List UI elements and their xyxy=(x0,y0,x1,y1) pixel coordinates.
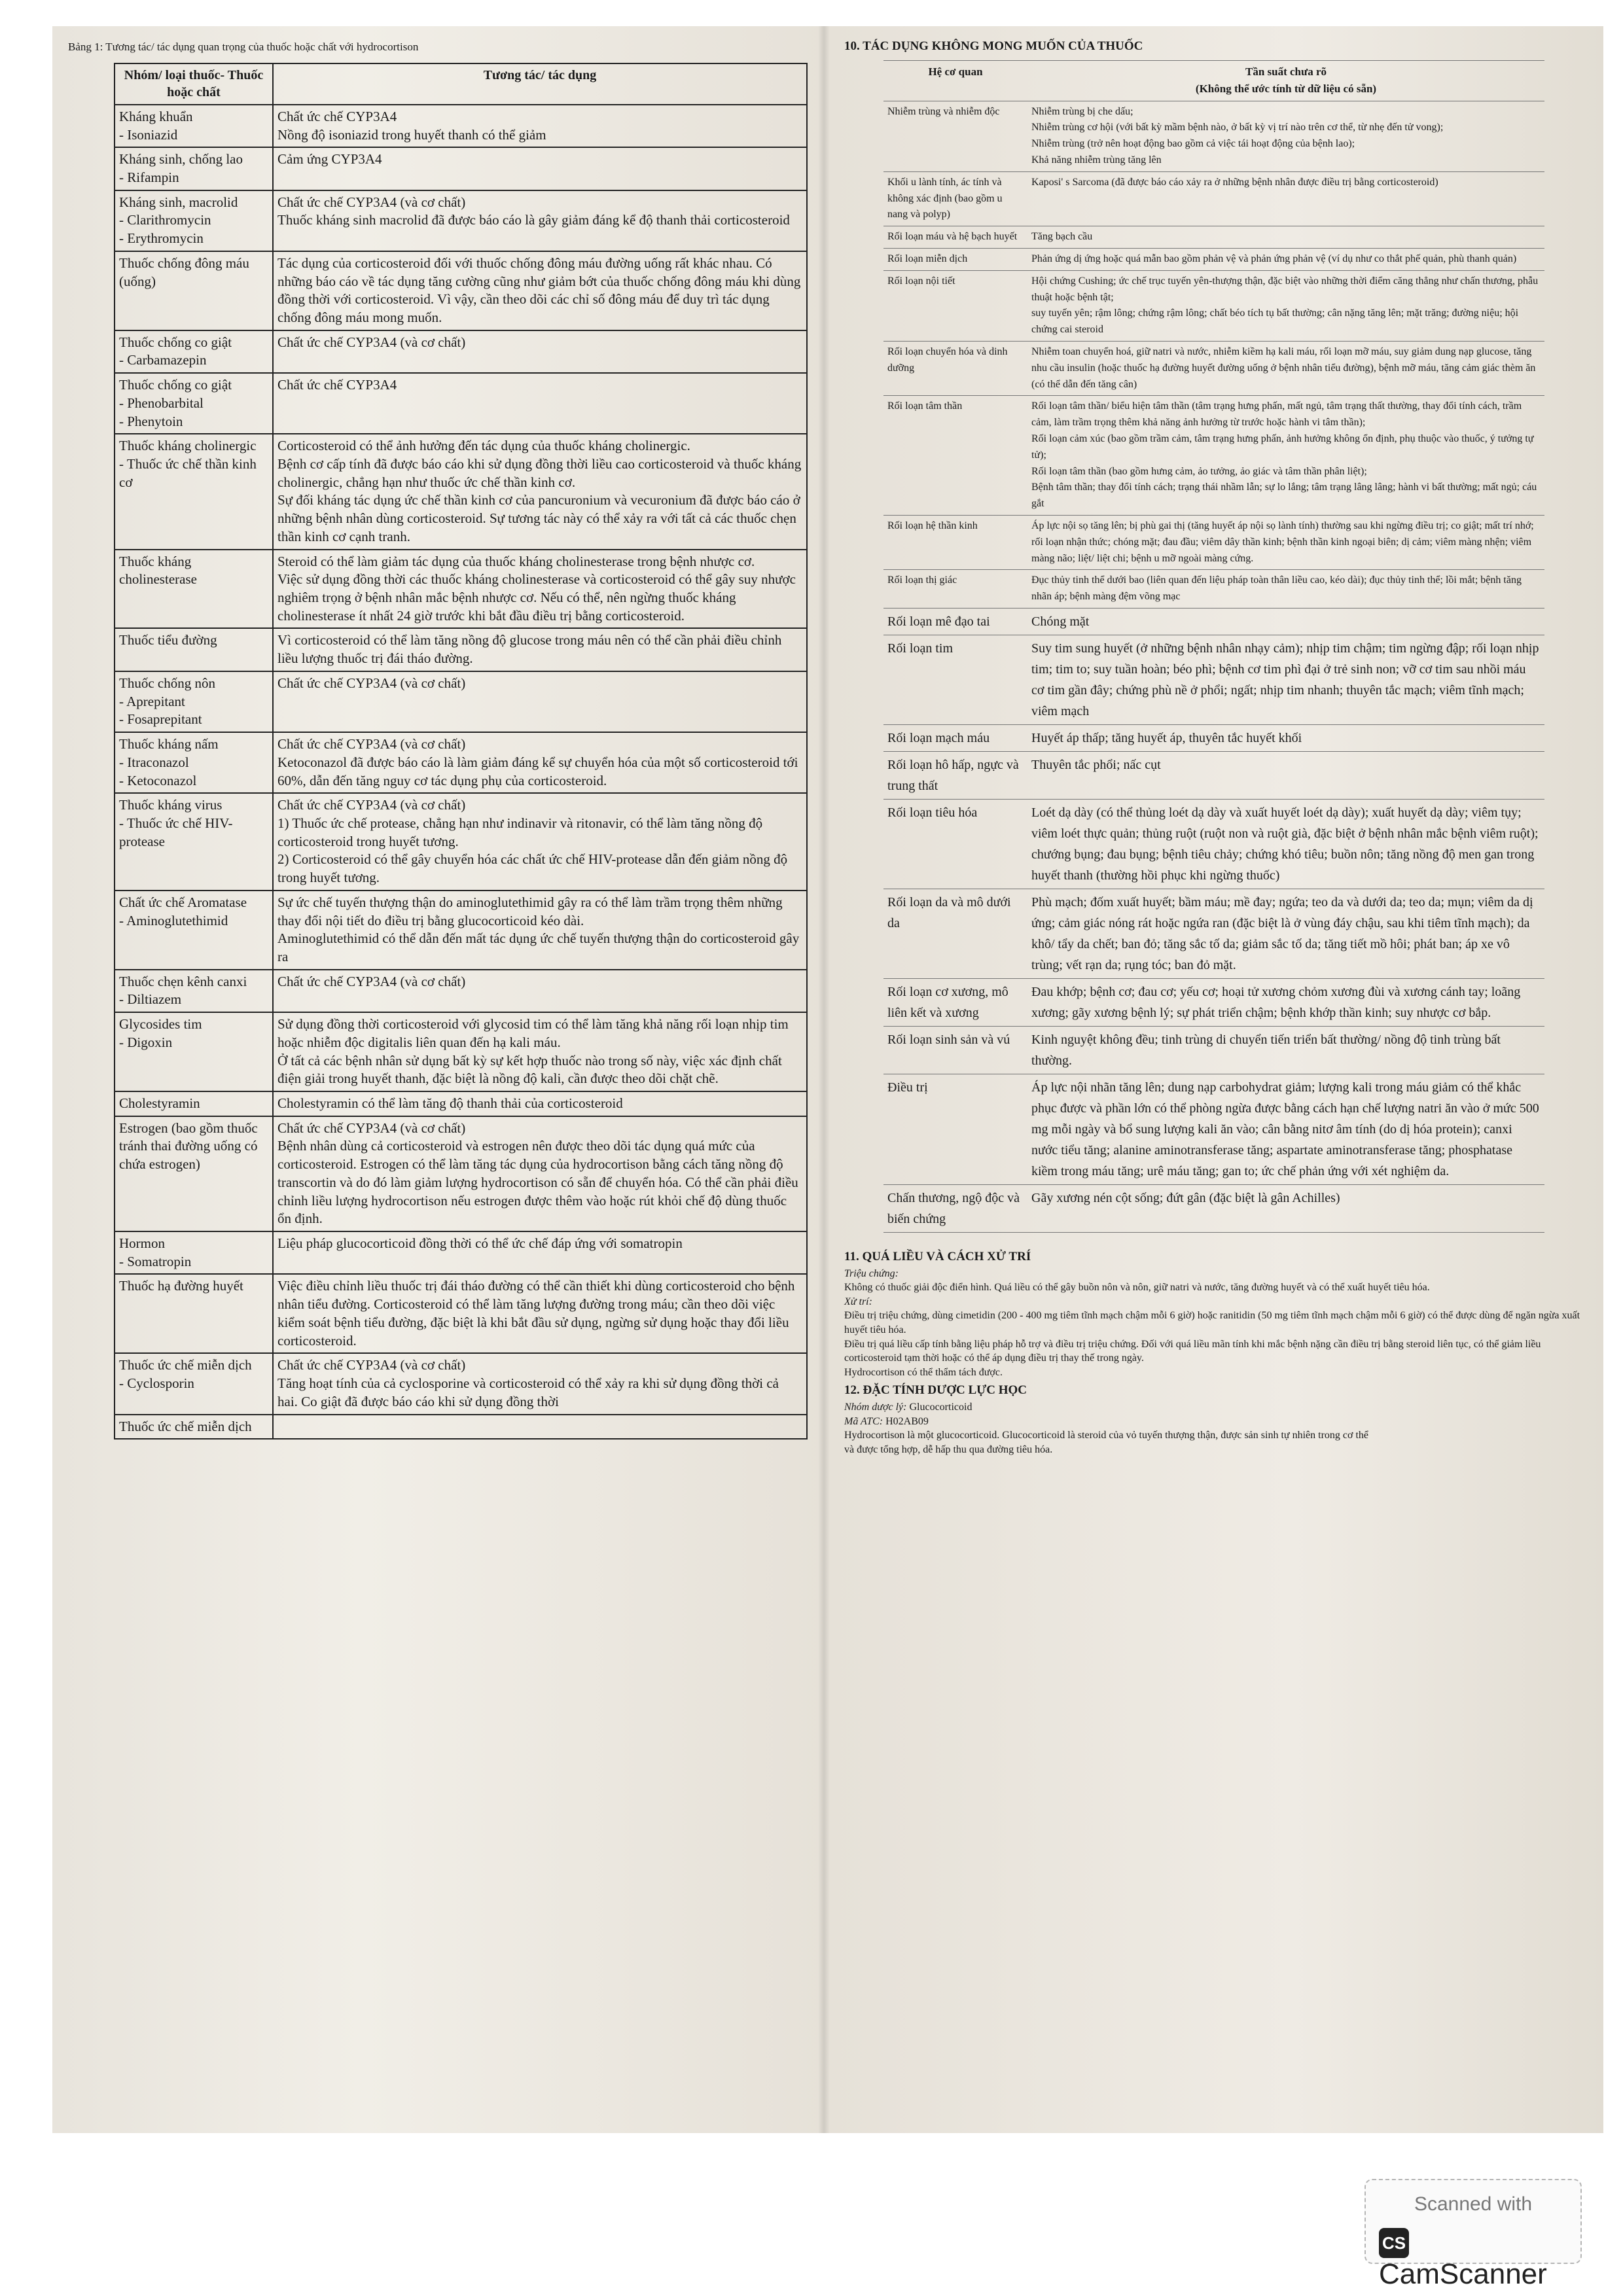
interaction-cell xyxy=(273,330,807,373)
adverse-effect-text: Chóng mặt xyxy=(1031,614,1090,629)
adverse-effect-cell xyxy=(1027,635,1544,725)
interaction-text: Bệnh nhân dùng cả corticosteroid và estrogen nên được theo dõi tác dụng quá mức của corticosteroid. Estrogen có thể làm tăng tác dụng của hydrocortison bằng cách tăng nồng độ transcortin và do đó làm giảm lượng hydrocortison có sẵn để chuyển hóa. Có thể cần phải điều chỉnh liều lượng hydrocortison nếu estrogen được thêm vào hoặc rút khỏi chế độ dùng thuốc ổn định. xyxy=(277,1138,798,1227)
organ-system-cell: Rối loạn miễn dịch xyxy=(883,249,1027,271)
drug-group-cell xyxy=(115,1353,273,1414)
paper-fold xyxy=(818,26,830,2133)
drug-name: - Thuốc ức chế thần kinh cơ xyxy=(119,456,257,490)
table-row xyxy=(115,891,807,970)
interaction-cell xyxy=(273,1091,807,1116)
drug-name: Thuốc ức chế miễn dịch xyxy=(119,1418,252,1434)
header-frequency-note: (Không thể ước tính từ dữ liệu có sẵn) xyxy=(1195,82,1377,96)
drug-name: Thuốc tiểu đường xyxy=(119,632,217,648)
table-row xyxy=(115,147,807,190)
table-row xyxy=(115,330,807,373)
drug-name: - Phenytoin xyxy=(119,413,183,429)
interaction-cell xyxy=(273,1012,807,1091)
interaction-text: Corticosteroid có thể ảnh hưởng đến tác dụng của thuốc kháng cholinergic. xyxy=(277,438,690,454)
table-row xyxy=(115,671,807,732)
overdose-section xyxy=(844,1248,1590,1457)
table-caption: Bảng 1: Tương tác/ tác dụng quan trọng của thuốc hoặc chất với hydrocortison xyxy=(68,41,419,53)
drug-name: Glycosides tim xyxy=(119,1016,202,1033)
drug-group-cell xyxy=(115,793,273,891)
adverse-effect-cell xyxy=(1027,270,1544,341)
interaction-cell xyxy=(273,373,807,434)
interaction-cell xyxy=(273,1415,807,1439)
interaction-cell xyxy=(273,1116,807,1231)
adverse-effect-cell xyxy=(1027,889,1544,979)
interaction-text: Steroid có thể làm giảm tác dụng của thuốc kháng cholinesterase trong bệnh nhược cơ. xyxy=(277,553,755,569)
interaction-cell xyxy=(273,105,807,147)
adverse-effect-cell xyxy=(1027,609,1544,635)
adverse-effect-cell xyxy=(1027,171,1544,226)
drug-name: - Thuốc ức chế HIV-protease xyxy=(119,815,233,849)
drug-group-cell xyxy=(115,671,273,732)
atc-value: H02AB09 xyxy=(885,1415,929,1427)
organ-system-cell: Rối loạn máu và hệ bạch huyết xyxy=(883,226,1027,249)
pharm-group-label: Nhóm dược lý: xyxy=(844,1402,907,1413)
drug-name: Kháng khuẩn xyxy=(119,108,193,124)
drug-group-cell xyxy=(115,1116,273,1231)
drug-name: - Digoxin xyxy=(119,1034,173,1050)
drug-name: - Phenobarbital xyxy=(119,395,204,411)
drug-name: - Diltiazem xyxy=(119,991,182,1008)
organ-system-cell: Rối loạn tim xyxy=(883,635,1027,725)
interaction-text: Chất ức chế CYP3A4 (và cơ chất) xyxy=(277,797,466,813)
adverse-effect-text: Khả năng nhiễm trùng tăng lên xyxy=(1031,154,1162,166)
table-row xyxy=(883,171,1544,226)
interaction-text: Liệu pháp glucocorticoid đồng thời có thể ức chế đáp ứng với somatropin xyxy=(277,1235,683,1252)
drug-group-cell xyxy=(115,550,273,629)
watermark-brand xyxy=(1379,2219,1580,2291)
interaction-cell xyxy=(273,793,807,891)
drug-group-cell xyxy=(115,1274,273,1353)
pharm-text: và được tổng hợp, dễ hấp thu qua đường tiêu hóa. xyxy=(844,1443,1053,1455)
interaction-cell xyxy=(273,671,807,732)
drug-group-cell xyxy=(115,251,273,330)
watermark-caption: Scanned with xyxy=(1414,2193,1533,2215)
organ-system-cell: Khối u lành tính, ác tính và không xác định (bao gồm u nang và polyp) xyxy=(883,171,1027,226)
drug-group-cell xyxy=(115,732,273,793)
table-row xyxy=(883,342,1544,396)
organ-system-cell: Rối loạn thị giác xyxy=(883,570,1027,609)
adverse-effect-text: Phản ứng dị ứng hoặc quá mẫn bao gồm phản vệ và phản ứng phản vệ (ví dụ như co thắt phế quản, phù thanh quản) xyxy=(1031,253,1517,265)
interaction-text: Aminoglutethimid có thể dẫn đến mất tác dụng ức chế tuyến thượng thận do corticosteroid gây ra xyxy=(277,930,800,964)
adverse-effect-cell xyxy=(1027,342,1544,396)
adverse-effect-text: Kaposi' s Sarcoma (đã được báo cáo xảy ra ở những bệnh nhân được điều trị bằng corticosteroid) xyxy=(1031,176,1438,188)
adverse-effect-text: suy tuyến yên; rậm lông; chứng rậm lông; chất béo tích tụ bất thường; cân nặng tăng lên; mặt trăng; đường niệu; hội chứng cai steroid xyxy=(1031,308,1519,336)
symptoms-text: Không có thuốc giải độc điển hình. Quá liều có thể gây buồn nôn và nôn, giữ natri và nước, tăng đường huyết và có thể xuất huyết tiêu hóa. xyxy=(844,1282,1430,1294)
table-row xyxy=(115,373,807,434)
drug-name: Kháng sinh, macrolid xyxy=(119,194,238,210)
organ-system-cell: Rối loạn mạch máu xyxy=(883,725,1027,752)
adverse-effect-cell xyxy=(1027,979,1544,1027)
organ-system-cell: Rối loạn nội tiết xyxy=(883,270,1027,341)
interaction-cell xyxy=(273,732,807,793)
table-row xyxy=(115,434,807,549)
interaction-text: Cholestyramin có thể làm tăng độ thanh thải của corticosteroid xyxy=(277,1095,623,1111)
header-frequency xyxy=(1027,61,1544,101)
drug-group-cell xyxy=(115,190,273,251)
table-row xyxy=(115,1231,807,1274)
adverse-effect-text: Tăng bạch cầu xyxy=(1031,231,1093,243)
interaction-text: 2) Corticosteroid có thể gây chuyển hóa các chất ức chế HIV-protease dẫn đến giảm nồng độ trong huyết tương. xyxy=(277,851,788,886)
table-header-row xyxy=(115,63,807,105)
drug-name: Hormon xyxy=(119,1235,165,1252)
adverse-effect-text: Thuyên tắc phổi; nấc cụt xyxy=(1031,758,1161,772)
interaction-text: Nồng độ isoniazid trong huyết thanh có thể giảm xyxy=(277,126,546,143)
interaction-cell xyxy=(273,550,807,629)
interaction-text: Tác dụng của corticosteroid đối với thuốc chống đông máu đường uống rất khác nhau. Có những báo cáo về tác dụng tăng cường cũng như giảm bớt của thuốc chống đông máu khi dùng đồng thời với corticosteroid. Vì vậy, cần theo dõi các chỉ số đông máu để duy trì tác dụng chống đông máu mong muốn. xyxy=(277,255,801,325)
table-row xyxy=(883,889,1544,979)
organ-system-cell: Chấn thương, ngộ độc và biến chứng xyxy=(883,1185,1027,1233)
interaction-table-body xyxy=(115,105,807,1439)
drug-name: - Isoniazid xyxy=(119,126,178,143)
drug-group-cell xyxy=(115,105,273,147)
table-row xyxy=(883,609,1544,635)
header-organ-system: Hệ cơ quan xyxy=(883,61,1027,101)
drug-name: Thuốc kháng nấm xyxy=(119,736,219,752)
drug-name: Chất ức chế Aromatase xyxy=(119,894,247,910)
interaction-text: Cảm ứng CYP3A4 xyxy=(277,151,382,168)
adverse-effect-text: Bệnh tâm thần; thay đổi tính cách; trạng thái nhầm lẫn; sự lo lắng; tâm trạng lâng lâng; hành vi bất thường; mất ngủ; cáu gắt xyxy=(1031,482,1537,510)
adverse-effect-text: Huyết áp thấp; tăng huyết áp, thuyên tắc huyết khối xyxy=(1031,731,1302,745)
adverse-effect-text: Áp lực nội nhãn tăng lên; dung nạp carbohydrat giảm; lượng kali trong máu giảm có thể khắc phục được và phần lớn có thể phòng ngừa được bằng cách hạn chế lượng natri ăn vào ở mức 500 mg mỗi ngày và bổ sung lượng kali ăn vào; cân bằng nitơ âm tính (do dị hóa protein); canxi nước tiểu tăng; alanine aminotransferase tăng; aspartate aminotransferase tăng; phosphatase kiềm trong máu tăng; urê máu tăng; gan to; ức chế phản ứng với xét nghiệm da. xyxy=(1031,1080,1539,1178)
drug-name: - Rifampin xyxy=(119,169,179,185)
interaction-text: Tăng hoạt tính của cả cyclosporine và corticosteroid có thể xảy ra khi sử dụng đồng thời cả hai. Co giật đã được báo cáo khi sử dụng đồng thời xyxy=(277,1375,779,1409)
table-row xyxy=(883,101,1544,171)
organ-system-cell: Nhiễm trùng và nhiễm độc xyxy=(883,101,1027,171)
camscanner-logo-icon: CS xyxy=(1379,2228,1409,2258)
drug-name: - Itraconazol xyxy=(119,754,189,770)
treatment-line: Điều trị triệu chứng, dùng cimetidin (200 - 400 mg tiêm tĩnh mạch chậm mỗi 6 giờ) hoặc ranitidin (50 mg tiêm tĩnh mạch chậm mỗi 6 giờ) có thể được dùng để ngăn ngừa xuất huyết tiêu hóa. xyxy=(844,1310,1580,1336)
interaction-cell xyxy=(273,1274,807,1353)
drug-group-cell xyxy=(115,1231,273,1274)
drug-group-cell xyxy=(115,628,273,671)
adverse-effect-text: Rối loạn cảm xúc (bao gồm trầm cảm, tâm trạng hưng phấn, ảnh hưởng không ổn định, phụ thuộc vào thuốc, ý tưởng tự tử); xyxy=(1031,433,1534,461)
table-row xyxy=(883,1185,1544,1233)
organ-system-cell: Rối loạn chuyển hóa và dinh dưỡng xyxy=(883,342,1027,396)
drug-name: - Clarithromycin xyxy=(119,212,211,228)
interaction-text: Chất ức chế CYP3A4 xyxy=(277,108,397,124)
drug-name: Thuốc chống co giật xyxy=(119,334,232,350)
drug-name: - Ketoconazol xyxy=(119,772,197,788)
interaction-table xyxy=(114,63,808,1439)
adverse-effect-cell xyxy=(1027,725,1544,752)
adverse-effect-text: Suy tim sung huyết (ở những bệnh nhân nhạy cảm); nhịp tim chậm; tim ngừng đập; rối loạn nhịp tim; tim to; suy tuần hoàn; béo phì; bệnh cơ tim phì đại ở trẻ sinh non; vỡ cơ tim sau nhồi máu cơ tim gần đây; chứng phù nề ở phổi; ngất; nhịp tim nhanh; thuyên tắc mạch; viêm tĩnh mạch; viêm mạch xyxy=(1031,641,1539,718)
adverse-effect-text: Áp lực nội sọ tăng lên; bị phù gai thị (tăng huyết áp nội sọ lành tính) thường sau khi ngừng điều trị; co giật; mất trí nhớ; rối loạn nhận thức; chóng mặt; đau đầu; viêm dây thần kinh; bệnh thần kinh ngoại biên; dị cảm; viêm màng nhện; viêm màng não; liệt/ liệt chi; bệnh u mỡ ngoài màng cứng. xyxy=(1031,520,1534,564)
interaction-text: Việc sử dụng đồng thời các thuốc kháng cholinesterase và corticosteroid có thể gây suy nhược nghiêm trọng ở bệnh nhân mắc bệnh nhược cơ. Nếu có thể, nên ngừng thuốc kháng cholinesterase ít nhất 24 giờ trước khi bắt đầu điều trị bằng corticosteroid. xyxy=(277,571,796,624)
adverse-effect-cell xyxy=(1027,101,1544,171)
drug-name: Kháng sinh, chống lao xyxy=(119,151,243,168)
adverse-effects-table-body xyxy=(883,101,1544,1232)
adverse-effect-cell xyxy=(1027,1027,1544,1074)
interaction-text: Chất ức chế CYP3A4 (và cơ chất) xyxy=(277,334,466,350)
table-row xyxy=(883,516,1544,570)
table-row xyxy=(115,970,807,1012)
interaction-text: Sự ức chế tuyến thượng thận do aminoglutethimid gây ra có thể làm trầm trọng thêm những thay đổi nội tiết do điều trị bằng glucocorticoid kéo dài. xyxy=(277,894,783,928)
table-row xyxy=(115,550,807,629)
interaction-text: Ở tất cả các bệnh nhân sử dụng bất kỳ sự kết hợp thuốc nào trong số này, việc xác định chất điện giải trong huyết thanh, đặc biệt là nồng độ kali, cần được theo dõi chặt chẽ. xyxy=(277,1052,782,1087)
interaction-cell xyxy=(273,1231,807,1274)
adverse-effect-cell xyxy=(1027,570,1544,609)
organ-system-cell: Rối loạn mê đạo tai xyxy=(883,609,1027,635)
table-row xyxy=(883,725,1544,752)
adverse-effect-text: Loét dạ dày (có thể thủng loét dạ dày và xuất huyết loét dạ dày); xuất huyết dạ dày; viêm tụy; viêm loét thực quản; thủng ruột (ruột non và ruột già, đặc biệt ở bệnh nhân mắc bệnh viêm ruột); chướng bụng; đau bụng; bệnh tiêu chảy; chứng khó tiêu; buồn nôn; tăng nồng độ men gan trong huyết thanh (thường hồi phục khi ngừng thuốc) xyxy=(1031,805,1539,883)
interaction-text: Vì corticosteroid có thể làm tăng nồng độ glucose trong máu nên có thể cần phải điều chỉnh liều lượng thuốc trị đái tháo đường. xyxy=(277,632,782,667)
drug-group-cell xyxy=(115,330,273,373)
adverse-effects-table xyxy=(883,60,1544,1233)
drug-group-cell xyxy=(115,147,273,190)
adverse-effect-text: Phù mạch; đốm xuất huyết; bầm máu; mề đay; ngứa; teo da và dưới da; teo da; mụn; viêm da dị ứng; cảm giác nóng rát hoặc ngứa ran (đặc biệt là ở vùng đáy chậu, sau khi tiêm tĩnh mạch); da khô/ tẩy da chết; ban đỏ; tăng sắc tố da; giảm sắc tố da; tăng tiết mồ hôi; phát ban; áp xe vô trùng; vết rạn da; rụng tóc; ban đỏ mặt. xyxy=(1031,895,1533,972)
drug-group-cell xyxy=(115,970,273,1012)
organ-system-cell: Rối loạn da và mô dưới da xyxy=(883,889,1027,979)
interaction-cell xyxy=(273,970,807,1012)
adverse-effect-text: Nhiễm trùng cơ hội (với bất kỳ mầm bệnh nào, ở bất kỳ vị trí nào trên cơ thể, từ nhẹ đến tử vong); xyxy=(1031,122,1444,133)
drug-group-cell xyxy=(115,434,273,549)
interaction-text: Thuốc kháng sinh macrolid đã được báo cáo là gây giảm đáng kể độ thanh thải corticosteroid xyxy=(277,212,790,228)
drug-name: - Somatropin xyxy=(119,1253,192,1269)
organ-system-cell: Rối loạn hệ thần kinh xyxy=(883,516,1027,570)
header-frequency-title: Tần suất chưa rõ xyxy=(1245,65,1327,78)
adverse-effect-text: Nhiễm toan chuyển hoá, giữ natri và nước, nhiễm kiềm hạ kali máu, rối loạn mỡ máu, suy giảm dung nạp glucose, tăng nhu cầu insulin (hoặc thuốc hạ đường huyết đường uống ở bệnh nhân tiểu đường), bệnh mỡ máu, tăng cảm giác thèm ăn (có thể dẫn đến tăng cân) xyxy=(1031,346,1536,390)
table-row xyxy=(883,570,1544,609)
pharm-group-value: Glucocorticoid xyxy=(909,1402,972,1413)
organ-system-cell: Rối loạn tiêu hóa xyxy=(883,800,1027,889)
table-header-row xyxy=(883,61,1544,101)
adverse-effect-cell xyxy=(1027,1185,1544,1233)
table-row xyxy=(883,249,1544,271)
drug-name: Thuốc chống co giật xyxy=(119,377,232,393)
section-title-adverse-effects: 10. TÁC DỤNG KHÔNG MONG MUỐN CỦA THUỐC xyxy=(844,39,1143,53)
drug-name: Thuốc chẹn kênh canxi xyxy=(119,973,247,989)
adverse-effect-text: Gãy xương nén cột sống; đứt gân (đặc biệt là gân Achilles) xyxy=(1031,1191,1340,1205)
interaction-text: Chất ức chế CYP3A4 (và cơ chất) xyxy=(277,736,466,752)
interaction-text: Chất ức chế CYP3A4 xyxy=(277,377,397,393)
interaction-text: Chất ức chế CYP3A4 (và cơ chất) xyxy=(277,675,466,691)
table-row xyxy=(883,1027,1544,1074)
treatment-line: Điều trị quá liều cấp tính bằng liệu pháp hỗ trợ và điều trị triệu chứng. Đối với quá liều mãn tính khi mắc bệnh nặng cần điều trị bằng steroid liên tục, có thể giảm liều corticosteroid tạm thời hoặc có thể áp dụng điều trị thay thế trong ngày. xyxy=(844,1338,1541,1364)
drug-name: - Carbamazepin xyxy=(119,352,207,368)
interaction-text: Sử dụng đồng thời corticosteroid với glycosid tim có thể làm tăng khả năng rối loạn nhịp tim hoặc nhiễm độc digitalis liên quan đến hạ kali máu. xyxy=(277,1016,789,1050)
adverse-effect-text: Nhiễm trùng bị che dấu; xyxy=(1031,105,1133,117)
table-row xyxy=(115,628,807,671)
watermark-brand-name: CamScanner xyxy=(1379,2258,1547,2290)
interaction-text: Ketoconazol đã được báo cáo là làm giảm đáng kể sự chuyển hóa của một số corticosteroid tới 60%, dẫn đến tăng nguy cơ tác dụng phụ của corticosteroid. xyxy=(277,754,798,788)
interaction-text: Bệnh cơ cấp tính đã được báo cáo khi sử dụng đồng thời liều cao corticosteroid và thuốc kháng cholinergic, chẳng hạn như thuốc ức chế thần kinh cơ. xyxy=(277,456,802,490)
header-drug-group: Nhóm/ loại thuốc- Thuốc hoặc chất xyxy=(115,63,273,105)
drug-name: - Aminoglutethimid xyxy=(119,912,228,928)
adverse-effect-text: Đục thủy tinh thể dưới bao (liên quan đến liệu pháp toàn thân liều cao, kéo dài); đục thủy tinh thể; lồi mắt; bệnh tăng nhãn áp; bệnh màng đệm võng mạc xyxy=(1031,574,1522,603)
drug-name: - Cyclosporin xyxy=(119,1375,194,1392)
interaction-text: Chất ức chế CYP3A4 (và cơ chất) xyxy=(277,973,466,989)
table-row xyxy=(883,1074,1544,1185)
adverse-effect-cell xyxy=(1027,249,1544,271)
adverse-effect-text: Nhiễm trùng (trở nên hoạt động bao gồm cả việc tái hoạt động của bệnh lao); xyxy=(1031,138,1355,150)
interaction-text: Chất ức chế CYP3A4 (và cơ chất) xyxy=(277,1120,466,1136)
drug-name: Estrogen (bao gồm thuốc tránh thai đường uống có chứa estrogen) xyxy=(119,1120,258,1173)
drug-group-cell xyxy=(115,373,273,434)
header-interaction: Tương tác/ tác dụng xyxy=(273,63,807,105)
table-row xyxy=(883,635,1544,725)
table-row xyxy=(883,270,1544,341)
drug-name: - Erythromycin xyxy=(119,230,204,247)
drug-name: Thuốc kháng cholinesterase xyxy=(119,553,197,588)
adverse-effect-text: Rối loạn tâm thần (bao gồm hưng cảm, ảo tưởng, ảo giác và tâm thần phân liệt); xyxy=(1031,465,1367,477)
section-title-overdose: 11. QUÁ LIỀU VÀ CÁCH XỬ TRÍ xyxy=(844,1250,1031,1263)
organ-system-cell: Rối loạn hô hấp, ngực và trung thất xyxy=(883,752,1027,800)
adverse-effect-text: Đau khớp; bệnh cơ; đau cơ; yếu cơ; hoại tử xương chỏm xương đùi và xương cánh tay; loãng xương; gãy xương bệnh lý; sự phát triển chậm; bệnh khớp thần kinh; suy nhược cơ bắp. xyxy=(1031,985,1521,1020)
symptoms-label: Triệu chứng: xyxy=(844,1267,899,1279)
table-row xyxy=(115,1116,807,1231)
table-row xyxy=(883,226,1544,249)
adverse-effect-text: Rối loạn tâm thần/ biểu hiện tâm thần (tâm trạng hưng phấn, mất ngủ, tâm trạng thất thường, thay đổi tính cách, trầm cảm, làm trầm trọng thêm khả năng ảnh hưởng từ trước hoặc hành vi tâm thần); xyxy=(1031,400,1522,429)
interaction-cell xyxy=(273,891,807,970)
interaction-text: 1) Thuốc ức chế protease, chẳng hạn như indinavir và ritonavir, có thể làm tăng nồng độ corticosteroid trong huyết tương. xyxy=(277,815,763,849)
interaction-cell xyxy=(273,190,807,251)
table-row xyxy=(115,1091,807,1116)
organ-system-cell: Rối loạn cơ xương, mô liên kết và xương xyxy=(883,979,1027,1027)
interaction-cell xyxy=(273,434,807,549)
interaction-cell xyxy=(273,251,807,330)
pharm-text: Hydrocortison là một glucocorticoid. Glucocorticoid là steroid của vỏ tuyến thượng thận, được sản sinh tự nhiên trong cơ thể xyxy=(844,1430,1368,1441)
organ-system-cell: Rối loạn tâm thần xyxy=(883,396,1027,516)
section-title-pharmacodynamics: 12. ĐẶC TÍNH DƯỢC LỰC HỌC xyxy=(844,1383,1027,1398)
table-row xyxy=(115,1012,807,1091)
table-row xyxy=(883,752,1544,800)
table-row xyxy=(115,793,807,891)
adverse-effect-cell xyxy=(1027,1074,1544,1185)
adverse-effect-text: Hội chứng Cushing; ức chế trục tuyến yên-thượng thận, đặc biệt vào những thời điểm căng thẳng như chấn thương, phẫu thuật hoặc bệnh tật; xyxy=(1031,275,1539,303)
table-row xyxy=(115,251,807,330)
drug-name: Cholestyramin xyxy=(119,1095,200,1111)
camscanner-watermark xyxy=(1364,2179,1582,2290)
drug-group-cell xyxy=(115,1091,273,1116)
table-row xyxy=(883,979,1544,1027)
drug-name: - Fosaprepitant xyxy=(119,711,202,728)
drug-name: - Aprepitant xyxy=(119,693,185,709)
treatment-label: Xử trí: xyxy=(844,1296,872,1307)
right-column xyxy=(844,39,1590,1457)
drug-name: Thuốc kháng virus xyxy=(119,797,223,813)
table-row xyxy=(115,1274,807,1353)
atc-label: Mã ATC: xyxy=(844,1415,883,1427)
drug-name: Thuốc chống nôn xyxy=(119,675,215,691)
adverse-effect-cell xyxy=(1027,226,1544,249)
adverse-effect-cell xyxy=(1027,516,1544,570)
drug-group-cell xyxy=(115,891,273,970)
table-row xyxy=(883,396,1544,516)
drug-group-cell xyxy=(115,1415,273,1439)
table-row xyxy=(115,105,807,147)
treatment-line: Hydrocortison có thể thẩm tách được. xyxy=(844,1366,1003,1378)
interaction-text: Việc điều chỉnh liều thuốc trị đái tháo đường có thể cần thiết khi dùng corticosteroid cho bệnh nhân tiểu đường. Corticosteroid có thể làm tăng lượng đường trong máu; cần theo dõi việc kiểm soát bệnh tiểu đường, đặc biệt là khi bắt đầu sử dụng, ngừng sử dụng hoặc thay đổi liều corticosteroid. xyxy=(277,1278,795,1349)
table-row xyxy=(115,1415,807,1439)
table-row xyxy=(883,800,1544,889)
adverse-effect-cell xyxy=(1027,752,1544,800)
drug-name: Thuốc ức chế miễn dịch xyxy=(119,1357,252,1373)
left-column xyxy=(65,41,802,1439)
interaction-text: Chất ức chế CYP3A4 (và cơ chất) xyxy=(277,1357,466,1373)
adverse-effect-cell xyxy=(1027,396,1544,516)
organ-system-cell: Điều trị xyxy=(883,1074,1027,1185)
drug-name: Thuốc hạ đường huyết xyxy=(119,1278,243,1294)
adverse-effect-cell xyxy=(1027,800,1544,889)
interaction-cell xyxy=(273,147,807,190)
drug-name: Thuốc kháng cholinergic xyxy=(119,438,257,454)
table-row xyxy=(115,190,807,251)
interaction-text: Sự đối kháng tác dụng ức chế thần kinh cơ của pancuronium và vecuronium đã được báo cáo ở những bệnh nhân dùng corticosteroid. Sự tương tác này có thể xảy ra với tất cả các thuốc chẹn thần kinh cơ cạnh tranh. xyxy=(277,492,800,544)
interaction-text: Chất ức chế CYP3A4 (và cơ chất) xyxy=(277,194,466,210)
interaction-cell xyxy=(273,628,807,671)
interaction-cell xyxy=(273,1353,807,1414)
table-row xyxy=(115,1353,807,1414)
table-row xyxy=(115,732,807,793)
drug-name: Thuốc chống đông máu (uống) xyxy=(119,255,249,289)
organ-system-cell: Rối loạn sinh sản và vú xyxy=(883,1027,1027,1074)
drug-group-cell xyxy=(115,1012,273,1091)
adverse-effect-text: Kinh nguyệt không đều; tinh trùng di chuyển tiến triển bất thường/ nồng độ tinh trùng bất thường. xyxy=(1031,1033,1501,1068)
